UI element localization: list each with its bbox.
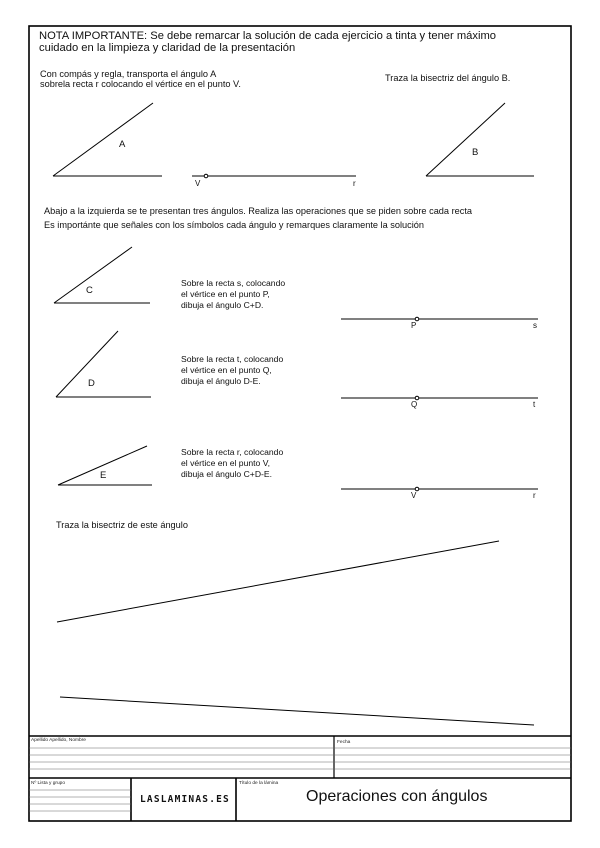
name-field-label: Apellido Apellido, Nombre	[31, 738, 86, 743]
note-line-2: cuidado en la limpieza y claridad de la presentación	[39, 42, 296, 54]
point-v-label: V	[195, 179, 201, 188]
sheet-title: Operaciones con ángulos	[306, 788, 488, 805]
line-r-transport	[192, 174, 356, 178]
op-d-line-3: dibuja el ángulo D-E.	[181, 376, 261, 386]
line-t-label: t	[533, 400, 536, 409]
point-p-label: P	[411, 321, 417, 330]
bisector-text: Traza la bisectriz de este ángulo	[56, 520, 188, 530]
exercise2-text: Traza la bisectriz del ángulo B.	[385, 73, 511, 83]
angle-e-label: E	[100, 470, 107, 481]
exercise1-line-1: Con compás y regla, transporta el ángulo A	[40, 69, 217, 79]
bisector-angle	[57, 541, 534, 725]
note-line-1: NOTA IMPORTANTE: Se debe remarcar la solución de cada ejercicio a tinta y tener máximo	[39, 30, 497, 42]
line-s-label: s	[533, 321, 537, 330]
section-line-1: Abajo a la izquierda se te presentan tres ángulos. Realiza las operaciones que se piden sobre cada recta	[44, 206, 472, 216]
title-block	[29, 736, 571, 821]
sheet-title-field-label: Título de la lámina	[239, 781, 279, 786]
angle-d-label: D	[88, 378, 95, 389]
line-r	[341, 487, 538, 491]
sheet-border	[29, 26, 571, 821]
op-e-line-1: Sobre la recta r, colocando	[181, 447, 284, 457]
angle-a	[53, 103, 162, 176]
angle-c	[54, 247, 150, 303]
op-c-line-2: el vértice en el punto P,	[181, 289, 270, 299]
angle-a-label: A	[119, 139, 126, 150]
angle-b-label: B	[472, 147, 479, 158]
angle-d	[56, 331, 151, 397]
line-t	[341, 396, 538, 400]
point-q-label: Q	[411, 400, 418, 409]
op-c-line-3: dibuja el ángulo C+D.	[181, 300, 264, 310]
op-e-line-2: el vértice en el punto V,	[181, 458, 271, 468]
line-s	[341, 317, 538, 321]
section-line-2: Es importánte que señales con los símbolos cada ángulo y remarques claramente la solución	[44, 220, 424, 230]
op-d-line-1: Sobre la recta t, colocando	[181, 354, 284, 364]
line-r2-label: r	[533, 491, 536, 500]
op-d-line-2: el vértice en el punto Q,	[181, 365, 272, 375]
line-r-label-top: r	[353, 179, 356, 188]
point-v2-label: V	[411, 491, 417, 500]
op-c-line-1: Sobre la recta s, colocando	[181, 278, 286, 288]
date-field-label: Fecha	[337, 740, 351, 745]
exercise1-line-2: sobrela recta r colocando el vértice en el punto V.	[40, 79, 241, 89]
op-e-line-3: dibuja el ángulo C+D-E.	[181, 469, 273, 479]
list-group-field-label: Nº Lista y grupo	[31, 781, 66, 786]
laslaminas-logo: LASLAMINAS.ES	[140, 794, 230, 805]
angle-b	[426, 103, 534, 176]
angle-c-label: C	[86, 285, 93, 296]
